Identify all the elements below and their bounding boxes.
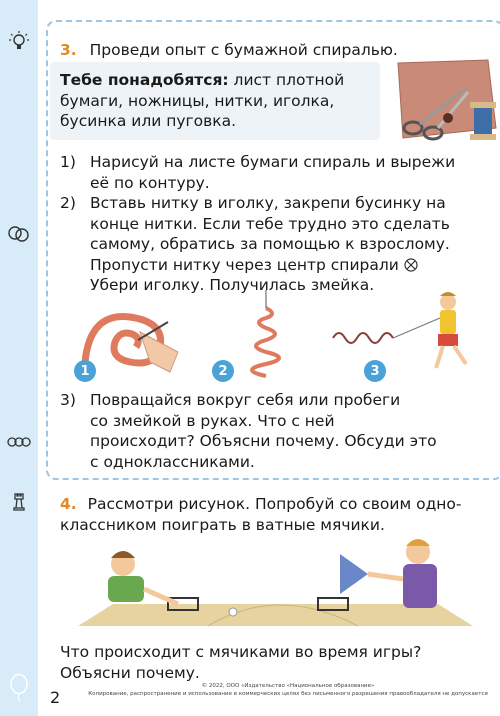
page bbox=[38, 0, 500, 716]
step1-number: 1) bbox=[60, 153, 76, 171]
step1-line2: её по контуру. bbox=[90, 173, 210, 192]
task3-title: Проведи опыт с бумажной спиралью. bbox=[89, 41, 398, 59]
center-mark-icon bbox=[404, 258, 418, 272]
bead-icon bbox=[443, 113, 453, 123]
step2-line3: самому, обратись за помощью к взрослому. bbox=[90, 235, 450, 253]
task4-question-line1: Что происходит с мячиками во время игры? bbox=[60, 643, 422, 661]
hanging-spiral-illustration bbox=[226, 288, 306, 384]
task4-number: 4. bbox=[60, 495, 77, 513]
group-work-icon bbox=[7, 430, 31, 454]
step2-line4: Пропусти нитку через центр спирали bbox=[90, 255, 399, 274]
step1-line1: Нарисуй на листе бумаги спираль и вырежи bbox=[90, 153, 456, 171]
copyright-footer bbox=[78, 682, 498, 698]
step3-line2: со змейкой в руках. Что с ней bbox=[90, 411, 335, 430]
step2 bbox=[60, 193, 450, 296]
right-boy bbox=[340, 539, 437, 608]
balloon-icon bbox=[7, 676, 31, 700]
lightbulb-icon bbox=[7, 30, 31, 54]
step3 bbox=[60, 390, 437, 472]
materials-illustration bbox=[378, 58, 498, 150]
illustration-badge-2: 2 bbox=[212, 360, 234, 382]
step3-line1: Повращайся вокруг себя или пробеги bbox=[90, 391, 401, 409]
materials-box bbox=[50, 62, 380, 140]
running-boy-illustration bbox=[328, 288, 498, 378]
step2-number: 2) bbox=[60, 194, 76, 212]
materials-line3: бусинка или пуговка. bbox=[60, 112, 237, 130]
task4-question-line2: Объясни почему. bbox=[60, 663, 200, 682]
task4-line2: классником поиграть в ватные мячики. bbox=[60, 515, 385, 534]
materials-text1: лист плотной bbox=[228, 71, 345, 89]
step2-line5: Убери иголку. Получилась змейка. bbox=[90, 276, 375, 294]
cotton-ball-game-illustration bbox=[68, 534, 488, 638]
task4-line1: Рассмотри рисунок. Попробуй со своим одно- bbox=[87, 495, 462, 513]
step3-number: 3) bbox=[60, 391, 76, 409]
chess-piece-icon bbox=[7, 488, 31, 512]
copyright-line2: Копирование, распространение и использование в коммерческих целях без письменного разрешения правообладателя не допускается bbox=[88, 691, 488, 697]
step3-line3: происходит? Объясни почему. Обсуди это bbox=[90, 432, 437, 450]
pair-work-icon bbox=[7, 222, 31, 246]
materials-line2: бумаги, ножницы, нитки, иголка, bbox=[60, 91, 335, 110]
left-boy bbox=[108, 551, 178, 604]
task3-heading bbox=[60, 40, 398, 61]
page-number: 2 bbox=[50, 688, 61, 707]
materials-label: Тебе понадобятся: bbox=[60, 71, 229, 89]
illustration-badge-1: 1 bbox=[74, 360, 96, 382]
sidebar bbox=[0, 0, 38, 716]
paper-fan-icon bbox=[340, 554, 368, 594]
step3-line4: с одноклассниками. bbox=[90, 452, 255, 471]
task3-number: 3. bbox=[60, 41, 77, 59]
step2-line2: конце нитки. Если тебе трудно это сделать bbox=[90, 214, 450, 233]
task4-text bbox=[60, 494, 462, 535]
step2-line1: Вставь нитку в иголку, закрепи бусинку на bbox=[90, 194, 446, 212]
materials-line1 bbox=[60, 70, 370, 91]
illustration-badge-3: 3 bbox=[364, 360, 386, 382]
copyright-line1: © 2022, ООО «Издательство «Национальное образование» bbox=[201, 683, 375, 689]
task4-question bbox=[60, 642, 421, 683]
step1 bbox=[60, 152, 455, 193]
